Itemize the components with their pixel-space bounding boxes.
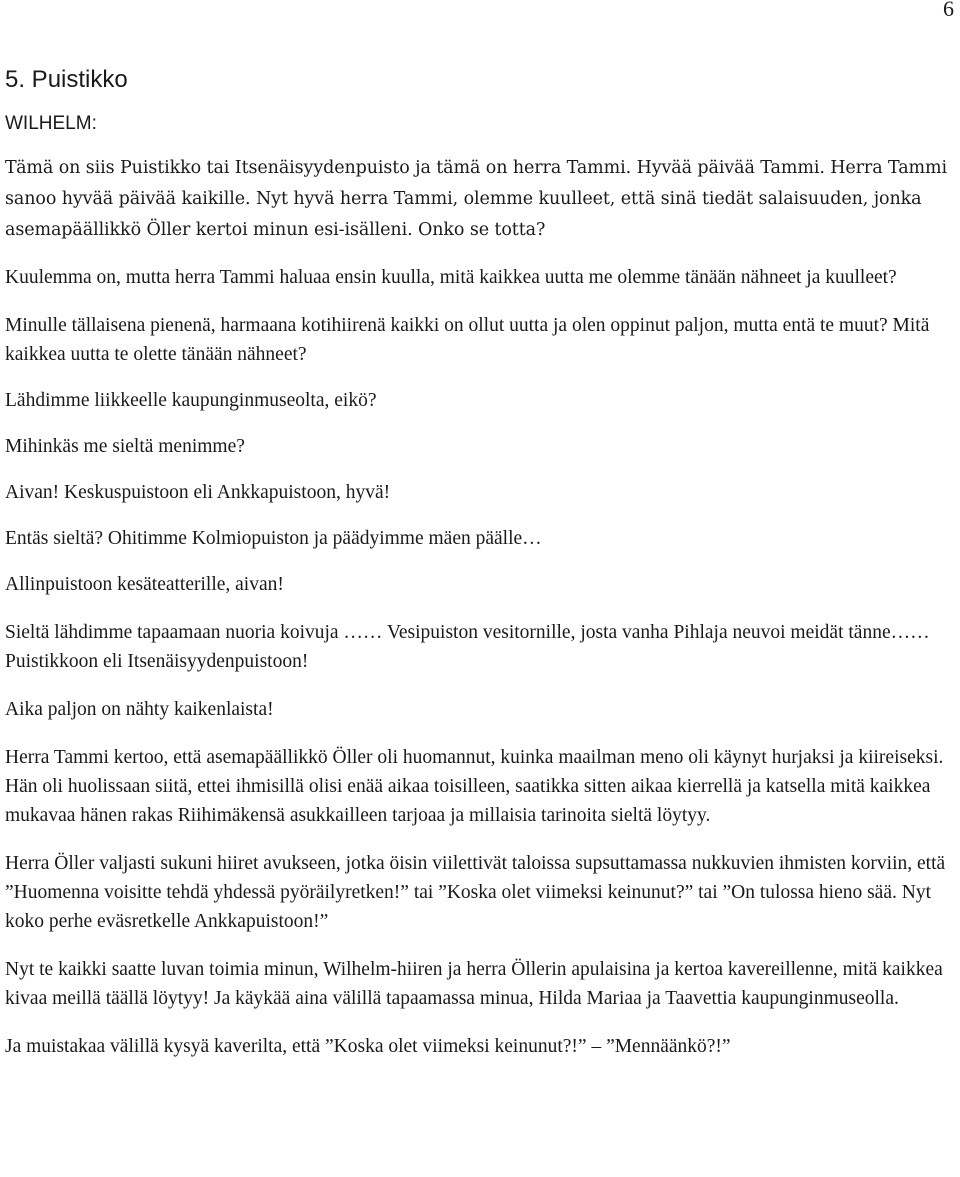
- paragraph: Minulle tällaisena pienenä, harmaana kotihiirenä kaikki on ollut uutta ja olen oppinut paljon, mutta entä te muut? Mitä kaikkea uutta te olette tänään nähneet?: [5, 314, 930, 365]
- page-number: 6: [943, 0, 954, 21]
- paragraph: Aivan! Keskuspuistoon eli Ankkapuistoon, hyvä!: [5, 481, 391, 503]
- paragraph: Mihinkäs me sieltä menimme?: [5, 435, 245, 457]
- paragraph: Kuulemma on, mutta herra Tammi haluaa ensin kuulla, mitä kaikkea uutta me olemme tänään nähneet ja kuulleet?: [5, 266, 897, 288]
- paragraph: Ja muistakaa välillä kysyä kaverilta, että ”Koska olet viimeksi keinunut?!” – ”Mennäänkö?!”: [5, 1035, 731, 1057]
- speaker-name: WILHELM:: [5, 112, 97, 134]
- paragraph: Lähdimme liikkeelle kaupunginmuseolta, eikö?: [5, 389, 377, 411]
- paragraph-intro: Tämä on siis Puistikko tai Itsenäisyydenpuisto ja tämä on herra Tammi. Hyvää päivää Tammi. Herra Tammi sanoo hyvää päivää kaikille. Nyt hyvä herra Tammi, olemme kuulleet, että sinä tiedät salaisuuden, jonka asemapäällikkö Öller kertoi minun esi-isälleni. Onko se totta?: [5, 157, 948, 240]
- paragraph: Herra Tammi kertoo, että asemapäällikkö Öller oli huomannut, kuinka maailman meno oli käynyt hurjaksi ja kiireiseksi. Hän oli huolissaan siitä, ettei ihmisillä olisi enää aikaa toisilleen, saatikka sitten aikaa kierrellä ja katsella mitä kaikkea mukavaa hänen rakas Riihimäkensä asukkailleen tarjoaa ja millaisia tarinoita sieltä löytyy.: [5, 746, 944, 826]
- section-heading: 5. Puistikko: [5, 66, 128, 93]
- paragraph: Nyt te kaikki saatte luvan toimia minun, Wilhelm-hiiren ja herra Öllerin apulaisina ja kertoa kavereillenne, mitä kaikkea kivaa meillä täällä löytyy! Ja käykää aina välillä tapaamassa minua, Hilda Mariaa ja Taavettia kaupunginmuseolla.: [5, 958, 943, 1009]
- paragraph: Allinpuistoon kesäteatterille, aivan!: [5, 573, 284, 595]
- paragraph: Sieltä lähdimme tapaamaan nuoria koivuja …… Vesipuiston vesitornille, josta vanha Pihlaja neuvoi meidät tänne…… Puistikkoon eli Itsenäisyydenpuistoon!: [5, 621, 930, 672]
- paragraph: Herra Öller valjasti sukuni hiiret avukseen, jotka öisin viilettivät taloissa supsuttamassa nukkuvien ihmisten korviin, että ”Huomenna voisitte tehdä yhdessä pyöräilyretken!” tai ”Koska olet viimeksi keinunut?” tai ”On tulossa hieno sää. Nyt koko perhe eväsretkelle Ankkapuistoon!”: [5, 852, 946, 932]
- document-body: [5, 66, 955, 1061]
- paragraph: Aika paljon on nähty kaikenlaista!: [5, 698, 274, 720]
- paragraph: Entäs sieltä? Ohitimme Kolmiopuiston ja päädyimme mäen päälle…: [5, 527, 542, 549]
